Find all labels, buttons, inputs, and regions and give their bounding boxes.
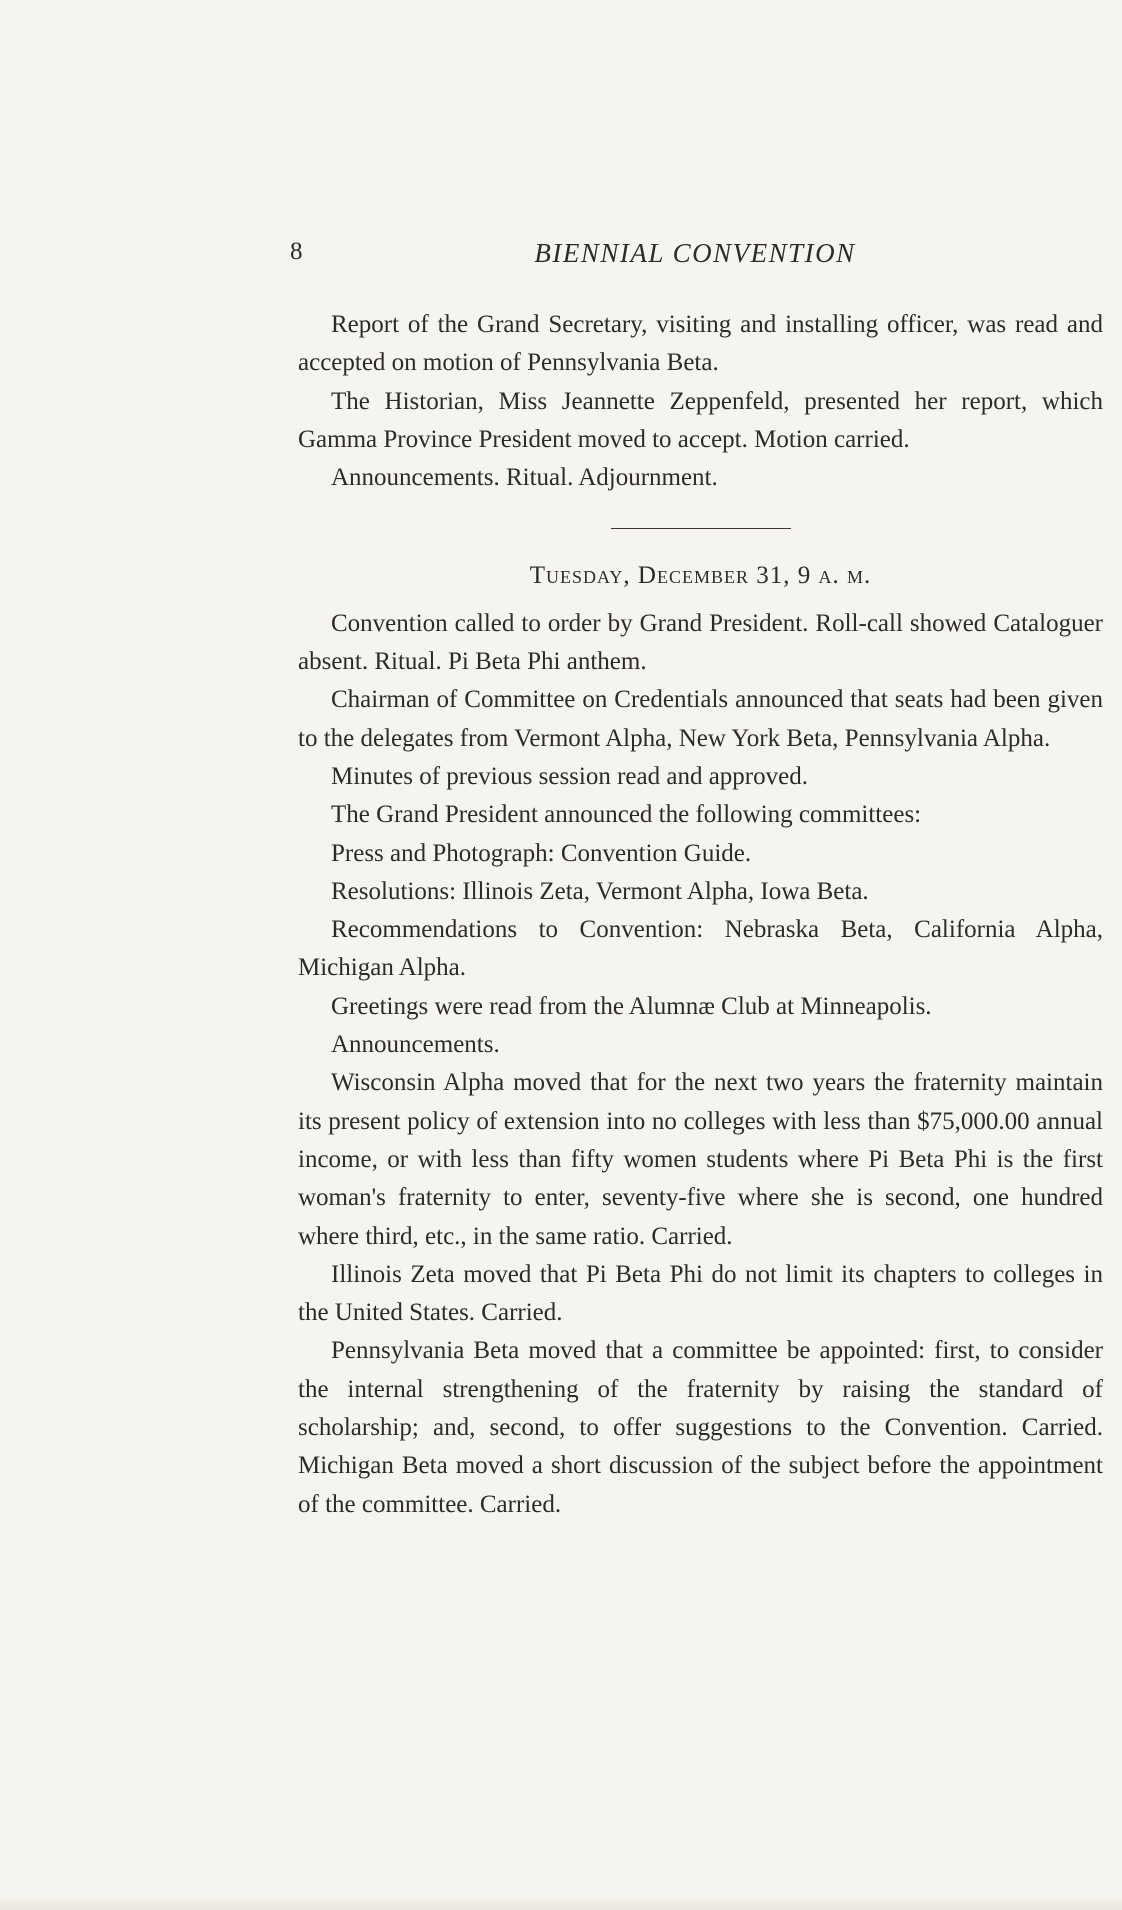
page-header <box>290 238 1100 278</box>
paragraph: Wisconsin Alpha moved that for the next two years the fraternity maintain its present policy of extension into no colleges with less than $75,000.00 annual income, or with less than fifty women students where Pi Beta Phi is the first woman's fraternity to enter, seventy-five where she is second, one hundred where third, etc., in the same ratio. Carried. <box>298 1069 1103 1250</box>
paragraph: Minutes of previous session read and approved. <box>331 762 808 790</box>
paragraph: Greetings were read from the Alumnæ Club at Minneapolis. <box>331 992 932 1020</box>
paragraph: The Historian, Miss Jeannette Zeppenfeld, presented her report, which Gamma Province President moved to accept. Motion carried. <box>298 387 1103 453</box>
page-number: 8 <box>290 238 303 265</box>
paragraph: The Grand President announced the following committees: <box>331 801 922 829</box>
paragraph: Resolutions: Illinois Zeta, Vermont Alpha, Iowa Beta. <box>331 877 869 905</box>
paragraph: Pennsylvania Beta moved that a committee be appointed: first, to consider the internal strengthening of the fraternity by raising the standard of scholarship; and, second, to offer suggestions to the Convention. Carried. Michigan Beta moved a short discussion of the subject before the appointment of the committee. Carried. <box>298 1337 1103 1518</box>
paragraph: Report of the Grand Secretary, visiting and installing officer, was read and accepted on motion of Pennsylvania Beta. <box>298 311 1103 377</box>
paragraph: Press and Photograph: Convention Guide. <box>331 839 752 867</box>
paragraph: Announcements. Ritual. Adjournment. <box>331 464 718 492</box>
dateline: Tuesday, December 31, 9 a. m. <box>529 562 872 590</box>
paragraph: Illinois Zeta moved that Pi Beta Phi do not limit its chapters to colleges in the United States. Carried. <box>298 1260 1103 1327</box>
paragraph: Recommendations to Convention: Nebraska Beta, California Alpha, Michigan Alpha. <box>298 916 1103 982</box>
body-text <box>298 306 1103 1524</box>
page-edge-shadow <box>0 1896 1122 1910</box>
section-divider <box>611 528 791 529</box>
running-title: BIENNIAL CONVENTION <box>534 238 856 268</box>
paragraph: Chairman of Committee on Credentials announced that seats had been given to the delegates from Vermont Alpha, New York Beta, Pennsylvania Alpha. <box>298 686 1103 752</box>
paragraph: Announcements. <box>331 1031 500 1059</box>
paragraph: Convention called to order by Grand President. Roll-call showed Cataloguer absent. Ritual. Pi Beta Phi anthem. <box>298 609 1103 676</box>
